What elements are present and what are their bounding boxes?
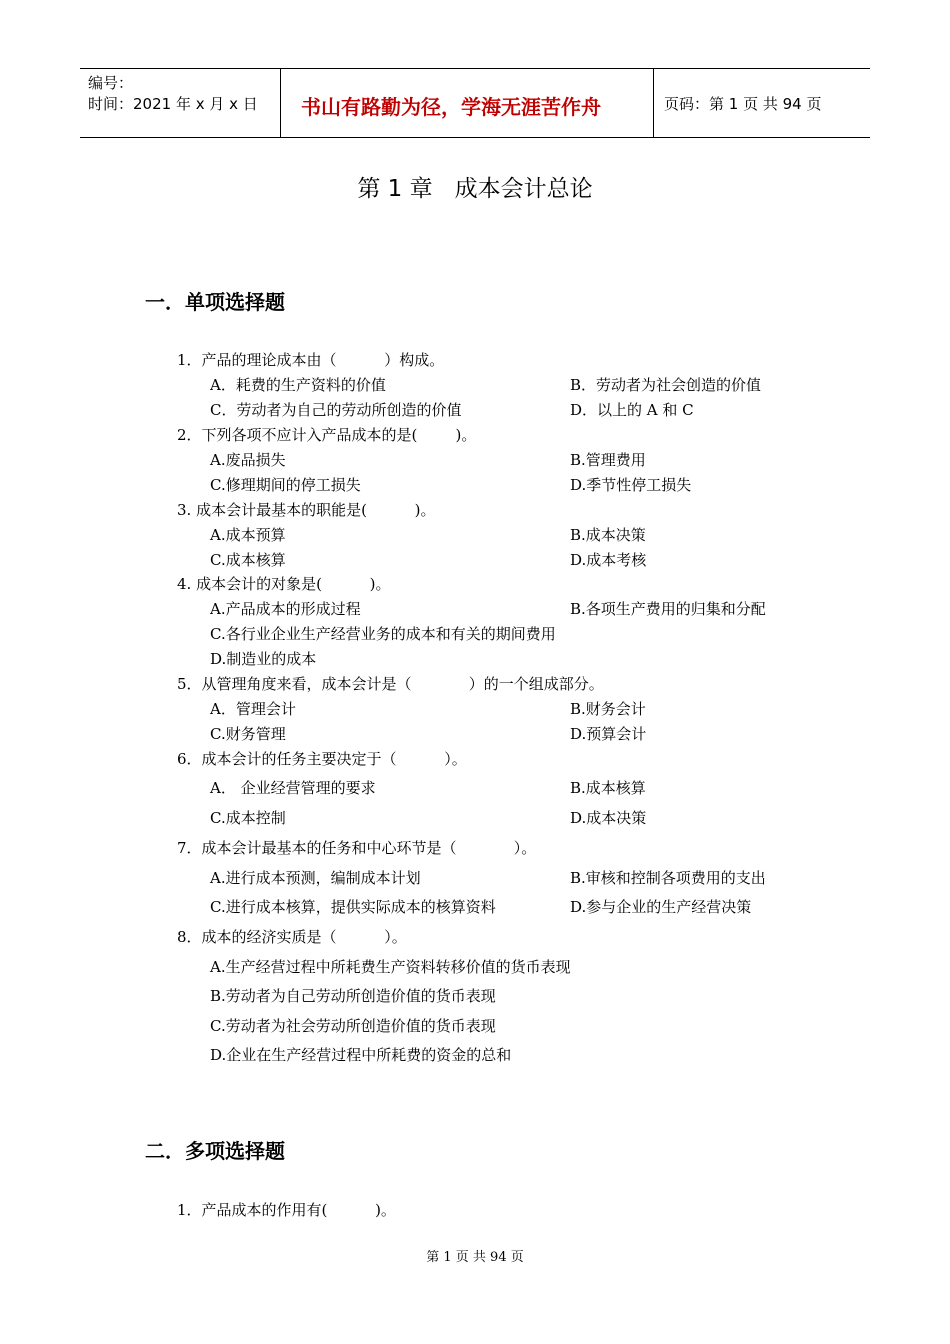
option-3d: D.成本考核 <box>570 551 647 569</box>
option-6b: B.成本核算 <box>570 779 646 797</box>
motto: 书山有路勤为径，学海无涯苦作舟 <box>281 69 654 137</box>
question-3: 3. 成本会计最基本的职能是( )。 <box>177 501 436 519</box>
option-1d: D．以上的 A 和 C <box>570 401 694 419</box>
option-7b: B.审核和控制各项费用的支出 <box>570 869 766 887</box>
question-4: 4. 成本会计的对象是( )。 <box>177 575 391 593</box>
option-1b: B．劳动者为社会创造的价值 <box>570 376 762 394</box>
option-2a: A.废品损失 <box>210 451 286 469</box>
option-4d: D.制造业的成本 <box>210 650 317 668</box>
question-5: 5．从管理角度来看，成本会计是（ ）的一个组成部分。 <box>177 675 604 693</box>
page-footer: 第 1 页 共 94 页 <box>426 1250 524 1265</box>
question-8: 8．成本的经济实质是（ ）。 <box>177 928 407 946</box>
number-label: 编号： <box>88 74 134 92</box>
option-4c: C.各行业企业生产经营业务的成本和有关的期间费用 <box>210 625 556 643</box>
option-3b: B.成本决策 <box>570 526 646 544</box>
option-8d: D.企业在生产经营过程中所耗费的资金的总和 <box>210 1046 512 1064</box>
option-4a: A.产品成本的形成过程 <box>210 600 361 618</box>
option-6c: C.成本控制 <box>210 809 286 827</box>
option-5d: D.预算会计 <box>570 725 647 743</box>
option-6d: D.成本决策 <box>570 809 647 827</box>
option-1a: A．耗费的生产资料的价值 <box>210 376 386 394</box>
section-heading-multiple-choice: 二．多项选择题 <box>145 1139 285 1163</box>
page-header <box>80 68 870 138</box>
chapter-title <box>0 170 950 203</box>
chapter-name: 成本会计总论 <box>454 176 593 202</box>
option-8b: B.劳动者为自己劳动所创造价值的货币表现 <box>210 987 496 1005</box>
option-1c: C．劳动者为自己的劳动所创造的价值 <box>210 401 462 419</box>
option-7d: D.参与企业的生产经营决策 <box>570 898 752 916</box>
time-label: 时间：2021 年 x 月 x 日 <box>88 95 258 113</box>
option-3a: A.成本预算 <box>210 526 286 544</box>
question-7: 7．成本会计最基本的任务和中心环节是（ ）。 <box>177 839 537 857</box>
header-left-cell <box>80 69 281 137</box>
question-2: 2．下列各项不应计入产品成本的是( )。 <box>177 426 477 444</box>
option-8c: C.劳动者为社会劳动所创造价值的货币表现 <box>210 1017 496 1035</box>
option-7c: C.进行成本核算，提供实际成本的核算资料 <box>210 898 496 916</box>
option-5b: B.财务会计 <box>570 700 646 718</box>
multi-question-1: 1．产品成本的作用有( )。 <box>177 1201 396 1219</box>
option-8a: A.生产经营过程中所耗费生产资料转移价值的货币表现 <box>210 958 571 976</box>
option-3c: C.成本核算 <box>210 551 286 569</box>
option-4b: B.各项生产费用的归集和分配 <box>570 600 766 618</box>
section-heading-single-choice: 一．单项选择题 <box>145 290 285 314</box>
page-info: 页码：第 1 页 共 94 页 <box>664 95 822 113</box>
question-1: 1．产品的理论成本由（ ）构成。 <box>177 351 445 369</box>
option-2b: B.管理费用 <box>570 451 646 469</box>
option-6a: A． 企业经营管理的要求 <box>210 779 376 797</box>
option-2c: C.修理期间的停工损失 <box>210 476 361 494</box>
option-2d: D.季节性停工损失 <box>570 476 692 494</box>
chapter-number: 第 1 章 <box>357 176 433 202</box>
option-5c: C.财务管理 <box>210 725 286 743</box>
question-6: 6．成本会计的任务主要决定于（ ）。 <box>177 750 467 768</box>
option-5a: A．管理会计 <box>210 700 296 718</box>
option-7a: A.进行成本预测，编制成本计划 <box>210 869 421 887</box>
